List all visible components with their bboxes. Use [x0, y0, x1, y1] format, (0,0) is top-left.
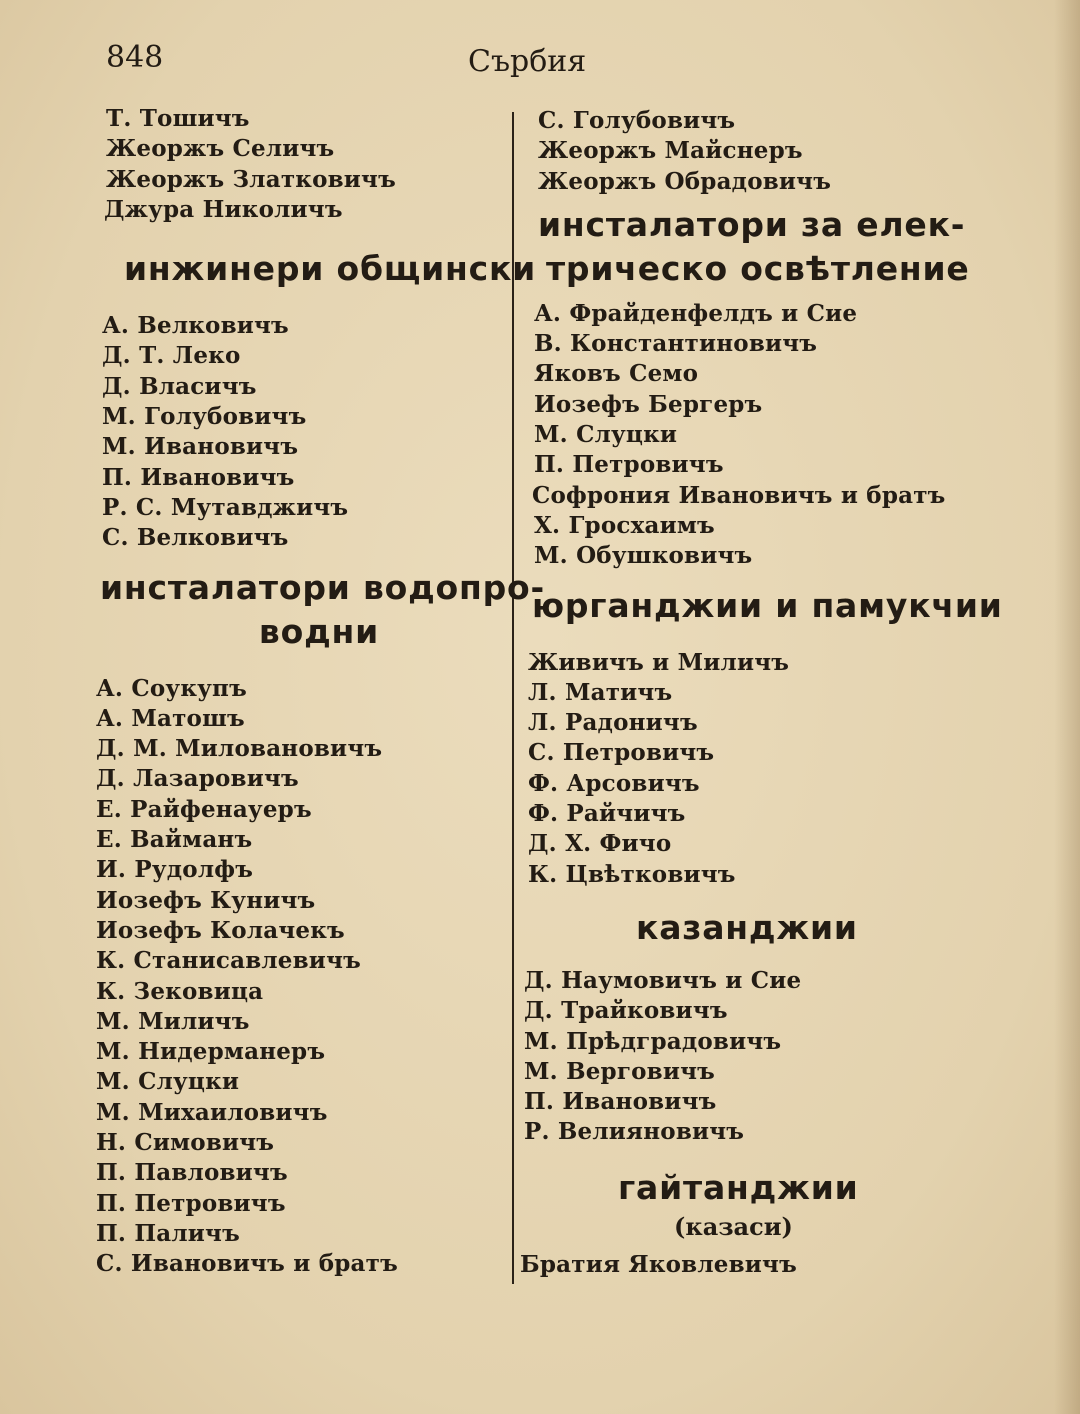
- list-item: К. Зековица: [96, 977, 264, 1005]
- list-item: М. Голубовичъ: [102, 403, 307, 431]
- list-item: С. Петровичъ: [528, 739, 715, 767]
- list-item: М. Верговичъ: [524, 1057, 715, 1085]
- section-heading-water: [96, 566, 546, 654]
- list-item: Живичъ и Миличъ: [528, 648, 790, 676]
- list-item: Н. Симовичъ: [96, 1129, 275, 1157]
- list-item: А. Соукупъ: [96, 674, 247, 702]
- coppersmiths-list: [524, 966, 964, 1148]
- section-heading-braid: гайтанджии: [618, 1167, 859, 1207]
- quilts-list: [524, 648, 964, 890]
- list-item: А. Матошъ: [96, 704, 245, 732]
- list-item: Е. Райфенауеръ: [96, 795, 312, 823]
- list-item: Софрония Ивановичъ и братъ: [532, 481, 946, 509]
- list-item: Д. Т. Леко: [102, 342, 241, 370]
- list-item: Жеоржъ Майснеръ: [538, 137, 803, 165]
- list-item: П. Паличъ: [96, 1219, 240, 1247]
- list-item: Д. Трайковичъ: [524, 997, 728, 1025]
- list-item: Яковъ Семо: [534, 360, 699, 388]
- list-item: М. Нидерманеръ: [96, 1038, 326, 1066]
- list-item: Ф. Райчичъ: [528, 800, 686, 828]
- heading-line: инсталатори водопро-: [100, 567, 546, 607]
- list-item: Р. С. Мутавджичъ: [102, 493, 349, 521]
- list-item: Иозефъ Бергеръ: [534, 390, 763, 418]
- list-item: М. Обушковичъ: [534, 542, 753, 570]
- list-item: П. Павловичъ: [96, 1159, 288, 1187]
- page-title: Сърбия: [468, 44, 587, 79]
- heading-line: инсталатори за елек-: [538, 204, 966, 244]
- list-item: П. Ивановичъ: [102, 463, 295, 491]
- list-item: М. Прѣдградовичъ: [524, 1027, 782, 1055]
- list-item: Д. Власичъ: [102, 372, 257, 400]
- list-item: К. Станисавлевичъ: [96, 947, 361, 975]
- list-item: Жеоржъ Селичъ: [106, 135, 335, 163]
- list-item: Д. Х. Фичо: [528, 830, 672, 858]
- section-subtitle-braid: (казаси): [674, 1211, 793, 1241]
- list-item: А. Фрайденфелдъ и Сие: [534, 299, 858, 327]
- list-item: П. Петровичъ: [534, 451, 724, 479]
- heading-line: водни: [258, 611, 380, 651]
- list-item: Братия Яковлевичъ: [520, 1250, 797, 1278]
- list-item: Д. Лазаровичъ: [96, 765, 299, 793]
- list-item: М. Михаиловичъ: [96, 1098, 328, 1126]
- list-item: П. Ивановичъ: [524, 1088, 717, 1116]
- list-item: С. Велковичъ: [102, 524, 289, 552]
- page-edge-shadow: [1054, 0, 1080, 1414]
- list-item: А. Велковичъ: [102, 312, 289, 340]
- list-item: Л. Матичъ: [528, 678, 673, 706]
- list-item: М. Миличъ: [96, 1007, 250, 1035]
- list-item: С. Ивановичъ и братъ: [96, 1250, 398, 1278]
- braid-list: [520, 1250, 964, 1280]
- list-item: М. Слуцки: [534, 421, 678, 449]
- section-heading-engineers: инжинери общински: [124, 249, 537, 289]
- list-item: Ф. Арсовичъ: [528, 769, 700, 797]
- list-item: Д. Наумовичъ и Сие: [524, 966, 802, 994]
- list-item: Жеоржъ Златковичъ: [106, 165, 396, 193]
- list-item: М. Ивановичъ: [102, 433, 299, 461]
- left-top-list: [96, 104, 512, 225]
- list-item: К. Цвѣтковичъ: [528, 860, 736, 888]
- list-item: И. Рудолфъ: [96, 856, 254, 884]
- right-top-list: [524, 106, 964, 197]
- list-item: Д. М. Миловановичъ: [96, 735, 383, 763]
- list-item: Жеоржъ Обрадовичъ: [538, 167, 832, 195]
- list-item: П. Петровичъ: [96, 1189, 286, 1217]
- list-item: Иозефъ Колачекъ: [96, 916, 345, 944]
- electric-list: [524, 299, 964, 572]
- heading-line: трическо освѣтление: [546, 248, 970, 288]
- list-item: Т. Тошичъ: [106, 105, 250, 132]
- section-heading-quilts: юрганджии и памукчии: [532, 585, 1003, 625]
- list-item: Джура Николичъ: [104, 195, 343, 223]
- engineers-list: [96, 311, 512, 553]
- list-item: В. Константиновичъ: [534, 330, 818, 358]
- page-number: 848: [106, 40, 164, 75]
- list-item: Л. Радоничъ: [528, 709, 698, 737]
- list-item: Е. Вайманъ: [96, 826, 253, 854]
- right-column: [520, 106, 1003, 1280]
- list-item: Х. Гросхаимъ: [534, 511, 715, 539]
- water-list: [96, 674, 512, 1280]
- list-item: С. Голубовичъ: [538, 107, 736, 134]
- list-item: Р. Велияновичъ: [524, 1118, 745, 1146]
- section-heading-electric: [524, 203, 970, 291]
- list-item: Иозефъ Куничъ: [96, 886, 316, 914]
- list-item: М. Слуцки: [96, 1068, 240, 1096]
- section-heading-coppersmiths: казанджии: [636, 907, 858, 947]
- left-column: [96, 104, 546, 1280]
